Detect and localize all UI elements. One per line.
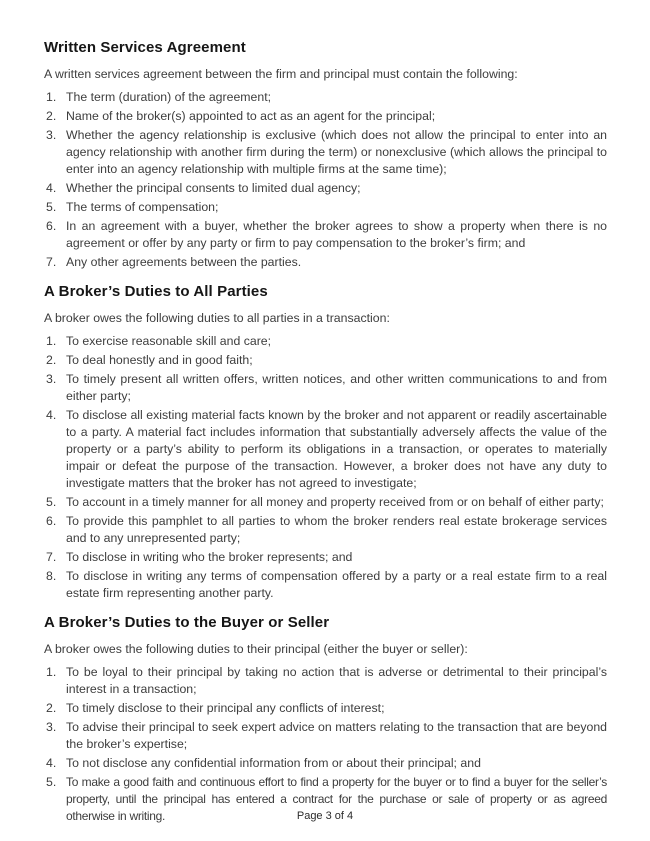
list-item-text: To timely disclose to their principal any conflicts of interest;: [66, 701, 385, 715]
list-item: [44, 218, 607, 252]
list-item-text: Any other agreements between the parties.: [66, 255, 302, 269]
numbered-list: [44, 89, 607, 271]
list-item: [44, 254, 607, 271]
list-item-text: To advise their principal to seek expert advice on matters relating to the transaction that are beyond the broker’s expertise;: [66, 720, 607, 751]
list-item-text: To disclose in writing any terms of compensation offered by a party or a real estate firm to a real estate firm representing another party.: [66, 569, 607, 600]
list-item: [44, 333, 607, 350]
section-intro: A broker owes the following duties to their principal (either the buyer or seller):: [44, 642, 468, 656]
list-item-number: 3.: [46, 372, 57, 386]
list-item-number: 4.: [46, 756, 57, 770]
section-written-services-agreement: [44, 39, 607, 271]
list-item: [44, 89, 607, 106]
list-item: [44, 568, 607, 602]
list-item: [44, 719, 607, 753]
section-heading: A Broker’s Duties to All Parties: [44, 283, 268, 300]
list-item-number: 1.: [46, 665, 57, 679]
list-item-text: To disclose all existing material facts known by the broker and not apparent or readily ascertainable to a party. A material fact includes information that substantially adversely affects the value of the property or a party’s ability to perform its obligations in a transaction, or operates to materially impair or defeat the purpose of the transaction. However, a broker does not have any duty to investigate matters that the broker has not agreed to investigate;: [66, 408, 607, 490]
list-item-number: 1.: [46, 90, 57, 104]
list-item: [44, 407, 607, 492]
section-intro: A broker owes the following duties to all parties in a transaction:: [44, 311, 390, 325]
list-item-text: In an agreement with a buyer, whether the broker agrees to show a property when there is no agreement or offer by any party or firm to pay compensation to the broker’s firm; and: [66, 219, 607, 250]
section-heading: A Broker’s Duties to the Buyer or Seller: [44, 614, 330, 631]
numbered-list: [44, 664, 607, 825]
section-broker-duties-all-parties: [44, 283, 607, 602]
page-number: Page 3 of 4: [296, 810, 354, 822]
list-item-number: 7.: [46, 550, 57, 564]
list-item-text: To make a good faith and continuous effort to find a property for the buyer or to find a buyer for the seller’s property, until the principal has entered a contract for the purchase or sale of property or as agreed otherwise in writing.: [66, 775, 607, 823]
list-item-text: Whether the principal consents to limited dual agency;: [66, 181, 361, 195]
list-item: [44, 700, 607, 717]
list-item: [44, 513, 607, 547]
list-item-number: 3.: [46, 128, 57, 142]
list-item: [44, 199, 607, 216]
numbered-list: [44, 333, 607, 602]
list-item: [44, 755, 607, 772]
section-intro: A written services agreement between the firm and principal must contain the following:: [44, 67, 518, 81]
list-item-text: To exercise reasonable skill and care;: [66, 334, 272, 348]
list-item-text: To be loyal to their principal by taking no action that is adverse or detrimental to their principal’s interest in a transaction;: [66, 665, 607, 696]
list-item-number: 6.: [46, 514, 57, 528]
list-item-number: 5.: [46, 775, 57, 789]
list-item-number: 8.: [46, 569, 57, 583]
list-item-number: 2.: [46, 353, 57, 367]
list-item-number: 4.: [46, 408, 57, 422]
list-item-number: 3.: [46, 720, 57, 734]
list-item: [44, 127, 607, 178]
list-item-text: To provide this pamphlet to all parties to whom the broker renders real estate brokerage services and to any unrepresented party;: [66, 514, 607, 545]
list-item-number: 7.: [46, 255, 57, 269]
list-item-text: To not disclose any confidential information from or about their principal; and: [66, 756, 481, 770]
list-item: [44, 371, 607, 405]
list-item-number: 1.: [46, 334, 57, 348]
list-item-text: Whether the agency relationship is exclusive (which does not allow the principal to enter into an agency relationship with another firm during the term) or nonexclusive (which allows the principal to enter into an agency relationship with multiple firms at the same time);: [66, 128, 607, 176]
list-item: [44, 108, 607, 125]
list-item: [44, 180, 607, 197]
list-item-text: To disclose in writing who the broker represents; and: [66, 550, 353, 564]
list-item-text: The terms of compensation;: [66, 200, 219, 214]
list-item: [44, 494, 607, 511]
list-item-text: The term (duration) of the agreement;: [66, 90, 272, 104]
section-heading: Written Services Agreement: [44, 39, 246, 56]
list-item-text: Name of the broker(s) appointed to act as an agent for the principal;: [66, 109, 436, 123]
list-item: [44, 549, 607, 566]
list-item: [44, 664, 607, 698]
list-item: [44, 352, 607, 369]
list-item-number: 2.: [46, 701, 57, 715]
list-item-text: To timely present all written offers, written notices, and other written communications to and from either party;: [66, 372, 607, 403]
list-item-number: 4.: [46, 181, 57, 195]
list-item-number: 2.: [46, 109, 57, 123]
list-item-text: To deal honestly and in good faith;: [66, 353, 253, 367]
list-item-number: 5.: [46, 200, 57, 214]
list-item-number: 6.: [46, 219, 57, 233]
list-item-text: To account in a timely manner for all money and property received from or on behalf of either party;: [66, 495, 604, 509]
list-item-number: 5.: [46, 495, 57, 509]
section-broker-duties-buyer-seller: [44, 614, 607, 825]
